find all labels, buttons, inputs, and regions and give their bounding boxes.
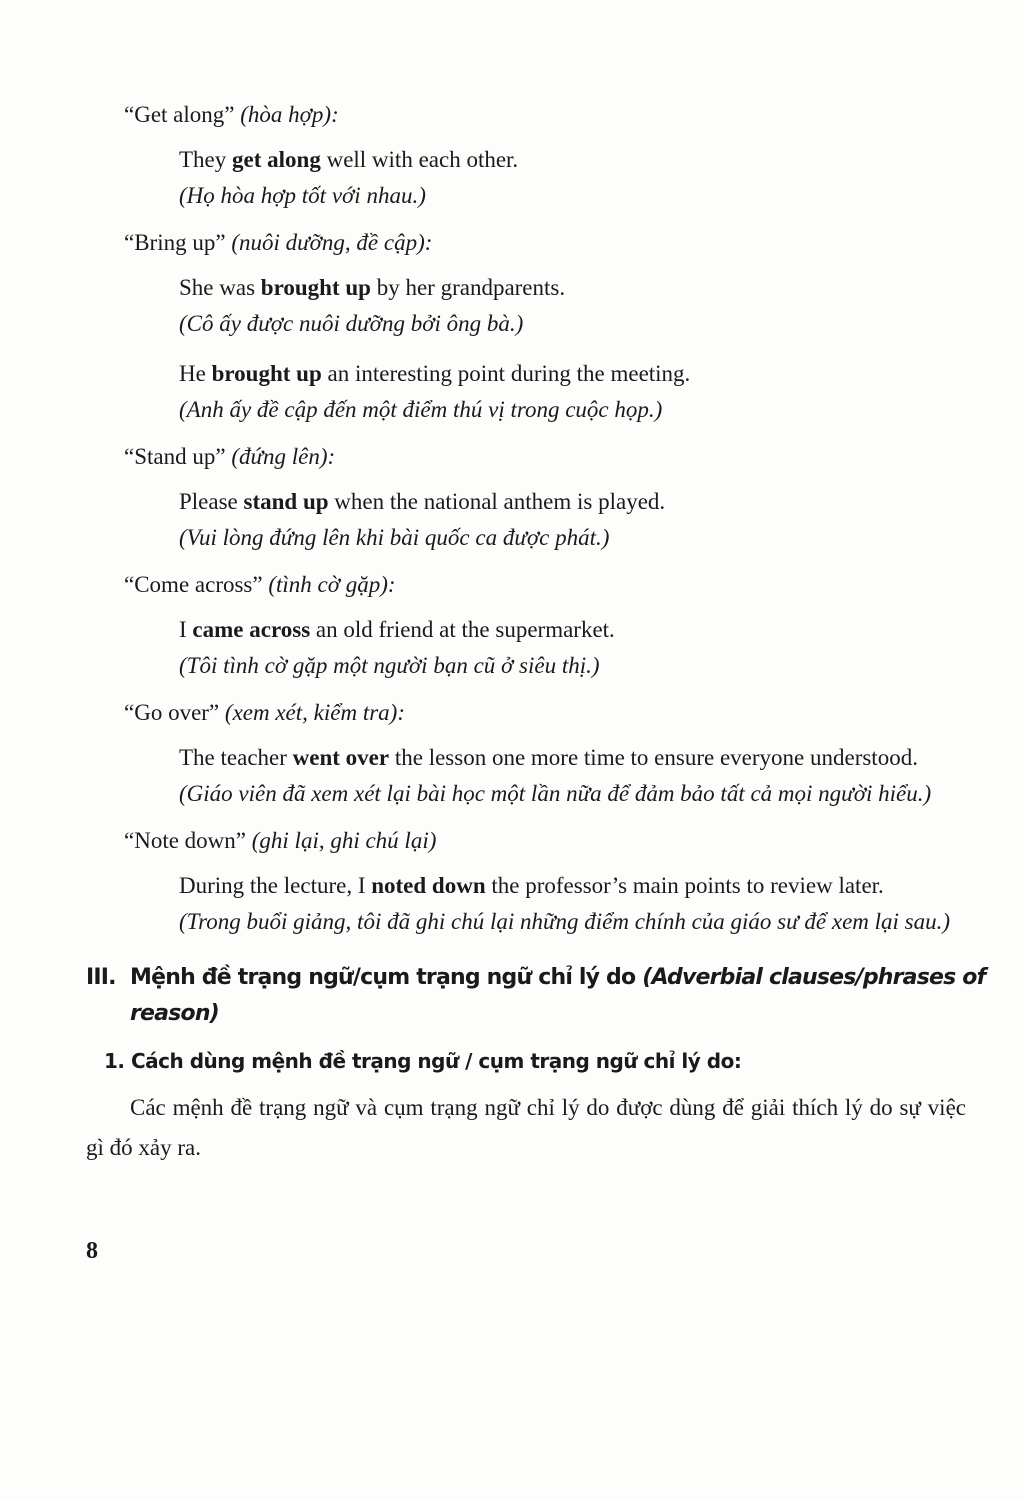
phrasal-verb-translation: (nuôi dưỡng, đề cập):	[231, 230, 433, 255]
section-title-en-continued: reason)	[130, 1001, 219, 1026]
example-translation: (Tôi tình cờ gặp một người bạn cũ ở siêu thị.)	[179, 653, 600, 678]
example-text: I	[179, 617, 193, 642]
example-translation: (Anh ấy đề cập đến một điểm thú vị trong cuộc họp.)	[179, 397, 663, 422]
phrasal-verb-heading	[124, 100, 1024, 130]
phrasal-verb-heading	[124, 826, 1024, 856]
example-block	[179, 270, 954, 342]
phrasal-verb-translation: (ghi lại, ghi chú lại)	[251, 828, 437, 853]
example-highlight: brought up	[260, 275, 371, 300]
phrasal-verb-entry	[124, 698, 1024, 812]
phrasal-verb-heading	[124, 442, 1024, 472]
section-number: III.	[86, 965, 116, 990]
example-block	[179, 356, 954, 428]
phrasal-verb-heading	[124, 570, 1024, 600]
phrasal-verb-heading	[124, 698, 1024, 728]
example-sentence	[179, 142, 954, 178]
section-title-en: (Adverbial clauses/phrases of	[642, 965, 986, 990]
example-sentence	[179, 868, 954, 904]
example-text: Please	[179, 489, 244, 514]
section-heading-line	[86, 960, 986, 996]
example-text: The teacher	[179, 745, 293, 770]
example-text: the professor’s main points to review later.	[485, 873, 884, 898]
example-text: by her grandparents.	[370, 275, 566, 300]
body-paragraph: Các mệnh đề trạng ngữ và cụm trạng ngữ chỉ lý do được dùng để giải thích lý do sự việc gì đó xảy ra.	[86, 1095, 966, 1160]
example-highlight: noted down	[371, 873, 486, 898]
example-translation: (Giáo viên đã xem xét lại bài học một lần nữa để đảm bảo tất cả mọi người hiểu.)	[179, 781, 932, 806]
example-text: when the national anthem is played.	[328, 489, 666, 514]
example-sentence	[179, 484, 954, 520]
example-translation: (Trong buổi giảng, tôi đã ghi chú lại những điểm chính của giáo sư để xem lại sau.)	[179, 909, 951, 934]
example-text: the lesson one more time to ensure everyone understood.	[389, 745, 918, 770]
phrasal-verb-entry	[124, 442, 1024, 556]
phrasal-verb-entry	[124, 826, 1024, 940]
example-block	[179, 484, 954, 556]
section-heading	[86, 960, 986, 1032]
page-number: 8	[86, 1238, 98, 1264]
phrasal-verb-term: “Get along”	[124, 102, 235, 127]
example-text: She was	[179, 275, 261, 300]
example-text: an old friend at the supermarket.	[310, 617, 615, 642]
example-sentence	[179, 356, 954, 392]
example-highlight: came across	[192, 617, 311, 642]
example-block	[179, 142, 954, 214]
phrasal-verb-translation: (xem xét, kiểm tra):	[224, 700, 405, 725]
section-title-vi: Mệnh đề trạng ngữ/cụm trạng ngữ chỉ lý do	[130, 965, 643, 990]
example-text: He	[179, 361, 212, 386]
phrasal-verb-translation: (hòa hợp):	[240, 102, 339, 127]
example-block	[179, 612, 954, 684]
example-highlight: went over	[292, 745, 390, 770]
example-translation: (Vui lòng đứng lên khi bài quốc ca được phát.)	[179, 525, 610, 550]
example-translation: (Cô ấy được nuôi dưỡng bởi ông bà.)	[179, 311, 524, 336]
example-highlight: brought up	[211, 361, 322, 386]
phrasal-verb-entry	[124, 228, 1024, 428]
example-block	[179, 868, 954, 940]
phrasal-verb-term: “Bring up”	[124, 230, 226, 255]
example-block	[179, 740, 954, 812]
phrasal-verb-term: “Stand up”	[124, 444, 226, 469]
example-text: They	[179, 147, 233, 172]
example-translation: (Họ hòa hợp tốt với nhau.)	[179, 183, 426, 208]
phrasal-verb-term: “Come across”	[124, 572, 263, 597]
example-sentence	[179, 270, 954, 306]
phrasal-verb-entry	[124, 100, 1024, 214]
example-text: During the lecture, I	[179, 873, 372, 898]
subsection-heading: 1. Cách dùng mệnh đề trạng ngữ / cụm trạng ngữ chỉ lý do:	[104, 1049, 742, 1073]
phrasal-verb-entry	[124, 570, 1024, 684]
example-highlight: get along	[232, 147, 321, 172]
phrasal-verb-term: “Go over”	[124, 700, 220, 725]
phrasal-verb-translation: (tình cờ gặp):	[268, 572, 396, 597]
example-sentence	[179, 740, 954, 776]
phrasal-verb-term: “Note down”	[124, 828, 246, 853]
example-text: well with each other.	[320, 147, 519, 172]
example-text: an interesting point during the meeting.	[321, 361, 691, 386]
phrasal-verb-heading	[124, 228, 1024, 258]
example-highlight: stand up	[243, 489, 329, 514]
phrasal-verb-translation: (đứng lên):	[231, 444, 336, 469]
example-sentence	[179, 612, 954, 648]
